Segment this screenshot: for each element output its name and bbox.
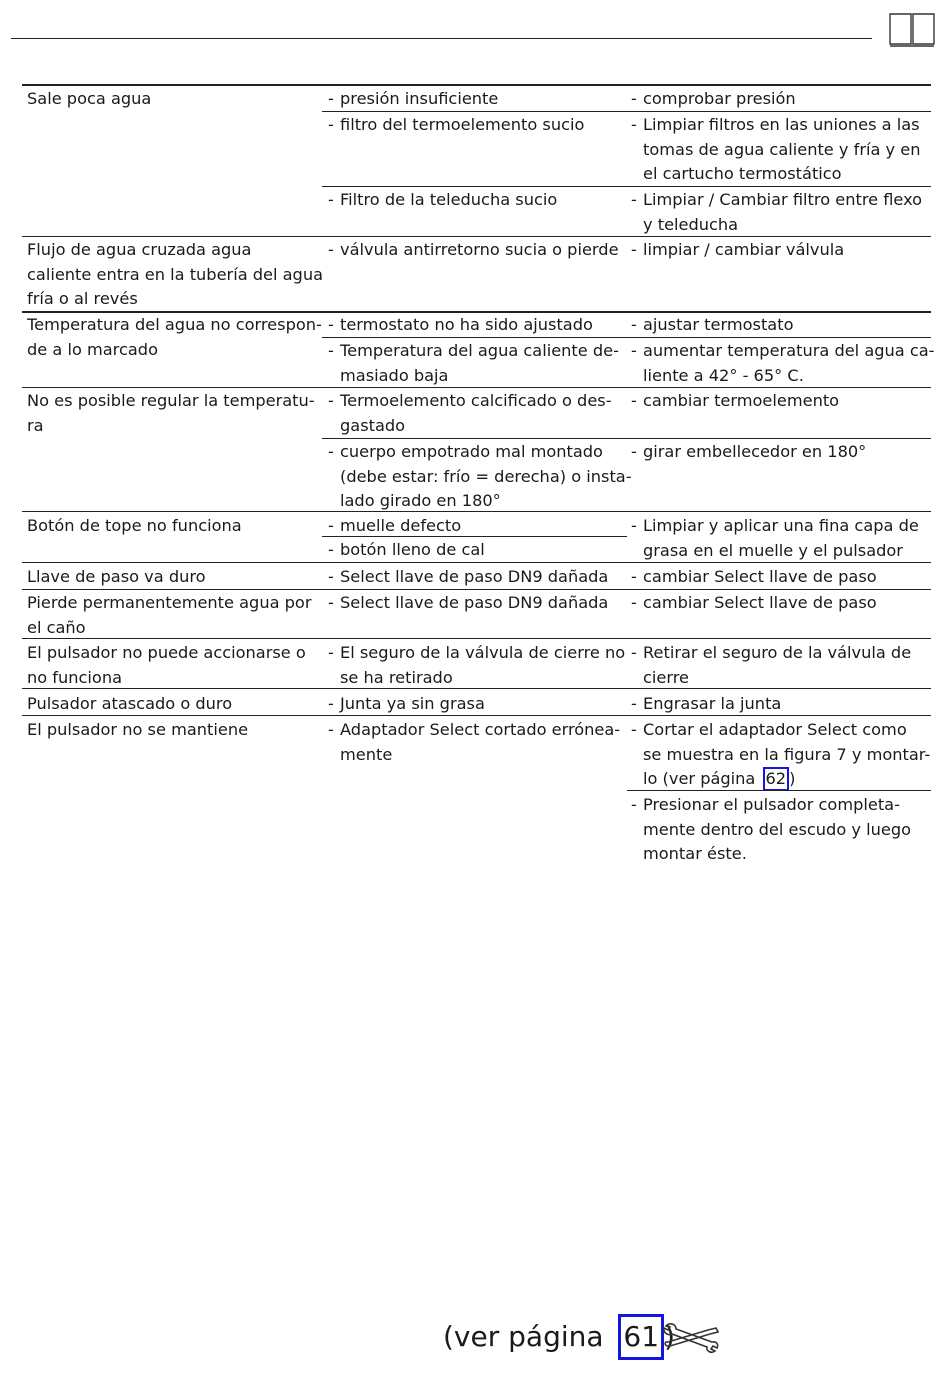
- problem-cell: Pierde permanentemente agua por el caño: [27, 593, 312, 637]
- header-rule: [11, 38, 872, 39]
- remedy-item: - Limpiar filtros en las uniones a las tomas de agua caliente y fría y en el cartucho termostático: [631, 113, 921, 187]
- cause-item: - cuerpo empotrado mal montado (debe estar: frío = derecha) o insta- lado girado en 180°: [328, 440, 632, 514]
- cause-item: - Select llave de paso DN9 dañada: [328, 565, 608, 590]
- cause-item: - termostato no ha sido ajustado: [328, 313, 593, 338]
- cause-item: - Filtro de la teleducha sucio: [328, 188, 557, 213]
- remedy-item: - Engrasar la junta: [631, 692, 781, 717]
- cause-item: - Junta ya sin grasa: [328, 692, 485, 717]
- cause-item: - El seguro de la válvula de cierre no se ha retirado: [328, 641, 625, 690]
- problem-cell: Botón de tope no funciona: [27, 516, 242, 535]
- cause-item: - botón lleno de cal: [328, 538, 485, 563]
- remedy-item: - Retirar el seguro de la válvula de cierre: [631, 641, 911, 690]
- remedy-item: - Limpiar / Cambiar filtro entre flexo y teleducha: [631, 188, 922, 237]
- remedy-item: - cambiar Select llave de paso: [631, 565, 877, 590]
- problem-cell: No es posible regular la temperatu- ra: [27, 391, 315, 435]
- cause-item: - Select llave de paso DN9 dañada: [328, 591, 608, 616]
- cause-item: - Adaptador Select cortado erróneа- mente: [328, 718, 620, 767]
- problem-cell: Sale poca agua: [27, 89, 152, 108]
- remedy-item: - limpiar / cambiar válvula: [631, 238, 844, 263]
- cause-item: - válvula antirretorno sucia o pierde: [328, 238, 619, 263]
- problem-cell: Flujo de agua cruzada agua caliente entra en la tubería del agua fría o al revés: [27, 240, 324, 308]
- remedy-item: - Presionar el pulsador completa- mente dentro del escudo y luego montar éste.: [631, 793, 911, 867]
- problem-cell: Temperatura del agua no correspon- de a lo marcado: [27, 315, 322, 359]
- remedy-item: - girar embellecedor en 180°: [631, 440, 866, 465]
- problem-cell: El pulsador no puede accionarse o no funciona: [27, 643, 306, 687]
- book-icon: [888, 10, 936, 48]
- footer-reference: (ver página 61 ): [443, 1312, 675, 1362]
- remedy-item: - comprobar presión: [631, 87, 796, 112]
- remedy-item: - aumentar temperatura del agua ca- liente a 42° - 65° C.: [631, 339, 935, 388]
- wrench-icon: [660, 1318, 722, 1358]
- cause-item: - Termoelemento calcificado o des- gastado: [328, 389, 612, 438]
- remedy-item: - ajustar termostato: [631, 313, 793, 338]
- cause-item: - muelle defecto: [328, 514, 461, 539]
- problem-cell: El pulsador no se mantiene: [27, 720, 249, 739]
- remedy-item: - cambiar Select llave de paso: [631, 591, 877, 616]
- page-link-61[interactable]: 61: [618, 1314, 664, 1360]
- problem-cell: Llave de paso va duro: [27, 567, 206, 586]
- cause-item: - presión insuficiente: [328, 87, 498, 112]
- problem-cell: Pulsador atascado o duro: [27, 694, 233, 713]
- cause-item: - Temperatura del agua caliente de- masiado baja: [328, 339, 619, 388]
- cause-item: - filtro del termoelemento sucio: [328, 113, 584, 138]
- remedy-item: - cambiar termoelemento: [631, 389, 839, 414]
- remedy-item: - Limpiar y aplicar una fina capa de grasa en el muelle y el pulsador: [631, 514, 919, 563]
- remedy-item: - Cortar el adaptador Select como se muestra en la figura 7 y montar- lo (ver página 62 ): [631, 718, 930, 792]
- page-link-62[interactable]: 62: [763, 767, 790, 791]
- footer-text: (ver página: [443, 1320, 613, 1353]
